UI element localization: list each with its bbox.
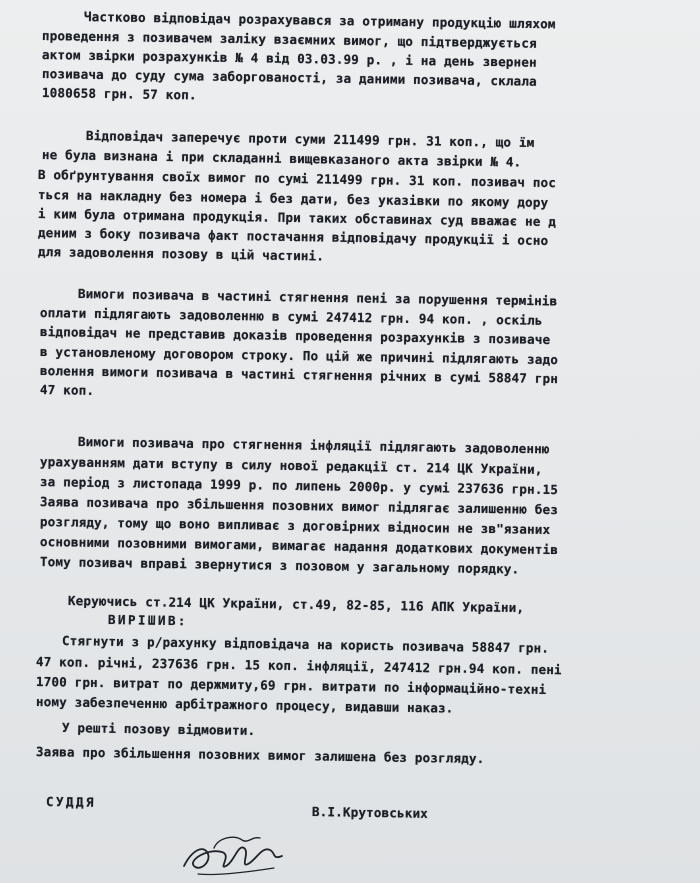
decision-heading: ВИРІШИВ:	[107, 612, 188, 629]
text-line-18: 47 коп.	[39, 382, 95, 398]
text-line-9: ться на накладну без номера і без дати, без указівки по якому дору	[37, 187, 549, 211]
text-line-28: Стягнути з р/рахунку відповідача на користь позивача 58847 грн.	[61, 633, 550, 656]
text-line-4: позивача до суду сума заборгованості, за даними позивача, склала	[41, 66, 537, 89]
text-line-3: актом звірки розрахунків № 4 від 03.03.99 р. , і на день звернен	[41, 47, 537, 70]
text-line-13: Вимоги позивача в частині стягнення пені за порушення термінів	[77, 286, 558, 309]
text-line-31: ному забезпеченню арбітражного процесу, видавши наказ.	[35, 694, 454, 716]
text-line-12: для задоволення позову в цій частині.	[37, 244, 325, 264]
text-line-8: В обґрунтування своїх вимог по сумі 211499 грн. 31 коп. позивач пос	[37, 167, 557, 191]
text-line-20: урахуванням дати вступу в силу нової редакції ст. 214 ЦК України,	[39, 454, 543, 477]
text-line-6: Відповідач заперечує проти суми 211499 грн. 31 коп., що їм	[85, 128, 535, 151]
text-line-33: Заява про збільшення позовних вимог залишена без розгляду.	[35, 744, 485, 767]
text-line-25: Тому позивач вправі звернутися з позовом у загальному порядку.	[39, 554, 520, 577]
judge-name: В.І.Крутовських	[311, 804, 429, 821]
text-line-24: основними позовними вимогами, вимагає надання додаткових документів	[39, 534, 559, 558]
judge-signature	[178, 826, 288, 882]
text-line-10: і ким була отримана продукція. При таких обставинах суд вважає не д	[37, 206, 557, 230]
text-line-19: Вимоги позивача про стягнення інфляції підлягають задоволенню	[77, 434, 550, 457]
text-line-2: проведення з позивачем заліку взаємних вимог, що підтверджується	[41, 28, 537, 51]
text-line-5: 1080658 грн. 57 коп.	[41, 85, 197, 103]
text-line-14: оплати підлягають задоволенню в сумі 247412 грн. 94 коп. , оскіль	[39, 305, 543, 328]
judge-label: СУДДЯ	[45, 794, 97, 810]
text-line-29: 47 коп. річні, 237636 грн. 15 коп. інфляції, 247412 грн.94 коп. пені	[35, 654, 562, 678]
text-line-16: в установленому договором строку. По цій же причині підлягають задо	[39, 344, 559, 368]
text-line-17: волення вимоги позивача в частині стягнення річних в сумі 58847 грн	[39, 363, 559, 387]
text-line-30: 1700 грн. витрат по держмиту,69 грн. витрати по інформаційно-техні	[35, 674, 547, 698]
text-line-22: Заява позивача про збільшення позовних вимог підлягає залишенню без	[39, 494, 559, 518]
text-line-26: Керуючись ст.214 ЦК України, ст.49, 82-85, 116 АПК України,	[67, 593, 525, 616]
text-line-1: Частково відповідач розрахувався за отриману продукцію шляхом	[83, 9, 556, 32]
text-line-23: розгляду, тому що воно випливає з договірних відносин не зв"язаних	[39, 514, 551, 538]
text-line-32: У решті позову відмовити.	[61, 720, 256, 739]
text-line-11: деним з боку позивача факт постачання відповідачу продукції і осно	[37, 225, 549, 249]
text-line-15: відповідач не представив доказів проведення розрахунків з позиваче	[39, 324, 551, 348]
text-line-21: за період з листопада 1999 р. по липень 2000р. у сумі 237636 грн.15	[39, 474, 559, 498]
text-line-7: не була визнана і при складанні вищевказаного акта звірки № 4.	[41, 147, 522, 170]
